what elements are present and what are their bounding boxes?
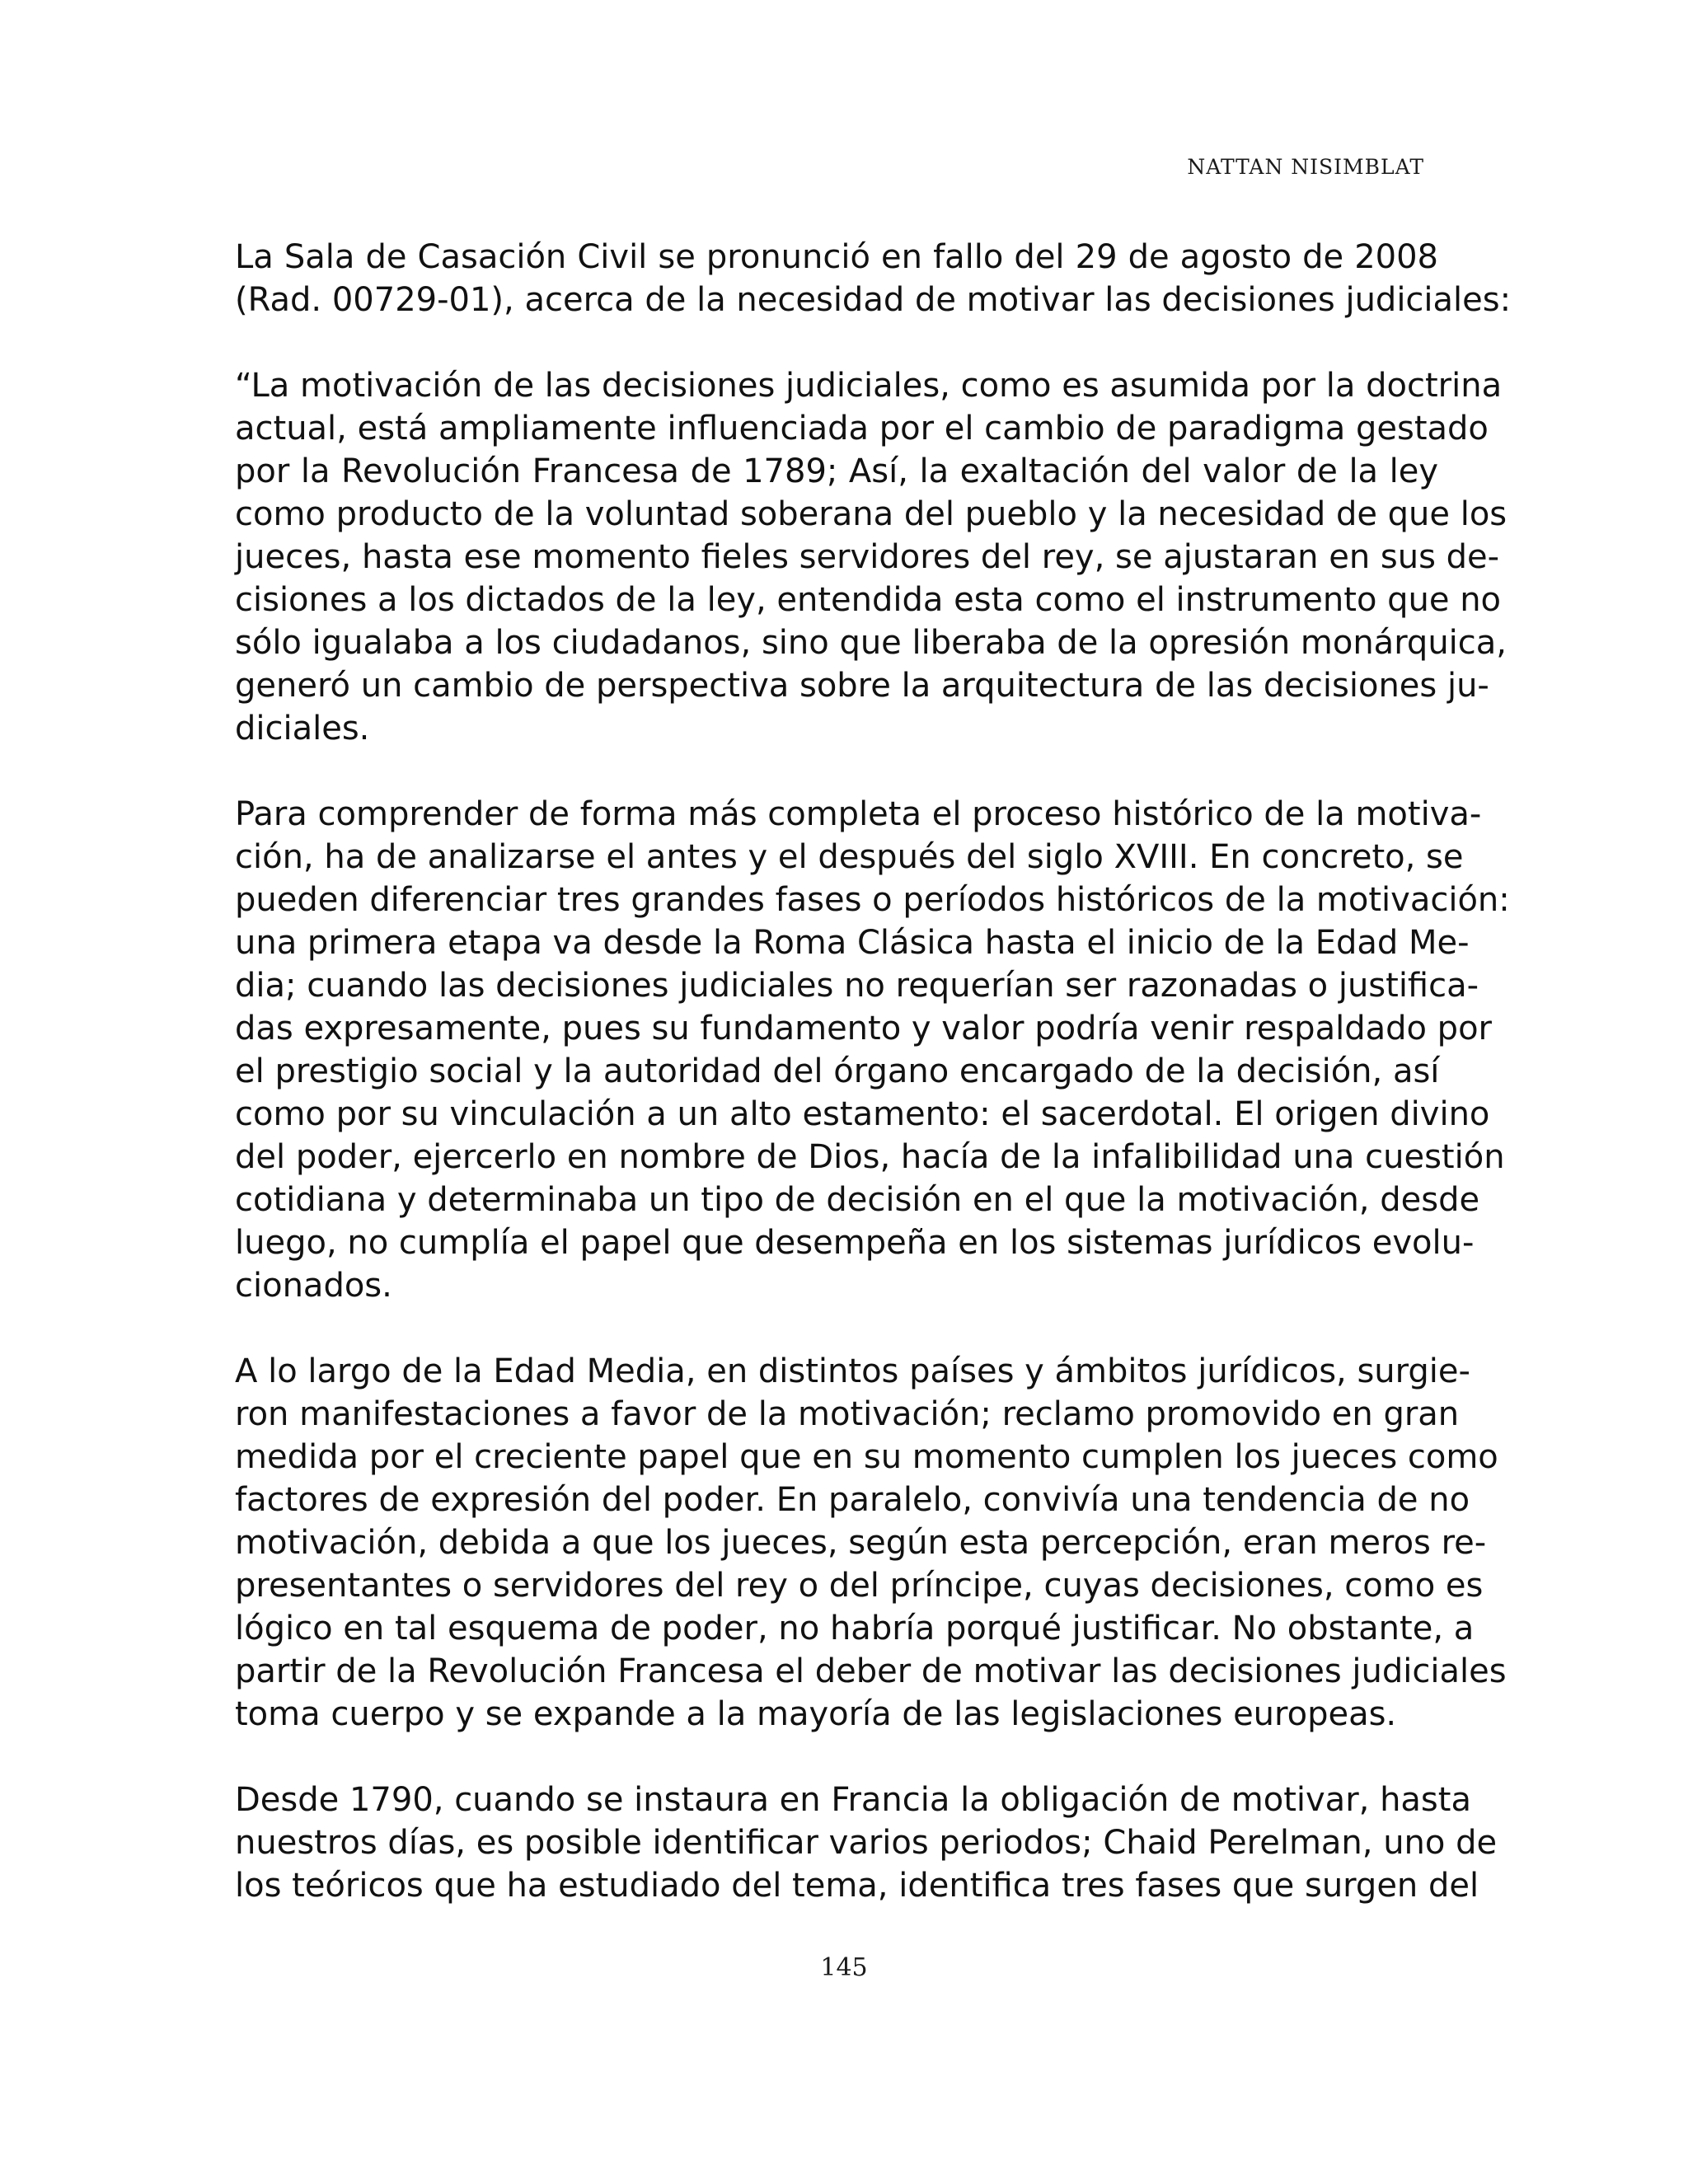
text-line: el prestigio social y la autoridad del órgano encargado de la decisión, así bbox=[235, 1052, 1440, 1090]
text-line: medida por el creciente papel que en su momento cumplen los jueces como bbox=[235, 1438, 1498, 1476]
text-line: cisiones a los dictados de la ley, entendida esta como el instrumento que no bbox=[235, 581, 1502, 619]
paragraph-quote bbox=[235, 364, 1507, 750]
text-line: presentantes o servidores del rey o del príncipe, cuyas decisiones, como es bbox=[235, 1567, 1484, 1605]
text-line: cionados. bbox=[235, 1267, 392, 1305]
text-line: diciales. bbox=[235, 710, 370, 748]
text-line: lógico en tal esquema de poder, no habría porqué justificar. No obstante, a bbox=[235, 1610, 1475, 1647]
text-line: por la Revolución Francesa de 1789; Así, la exaltación del valor de la ley bbox=[235, 452, 1438, 490]
text-line: La Sala de Casación Civil se pronunció en fallo del 29 de agosto de 2008 bbox=[235, 238, 1438, 276]
text-line: como producto de la voluntad soberana del pueblo y la necesidad de que los bbox=[235, 495, 1507, 533]
text-line: toma cuerpo y se expande a la mayoría de las legislaciones europeas. bbox=[235, 1695, 1397, 1733]
text-line: A lo largo de la Edad Media, en distintos países y ámbitos jurídicos, surgie- bbox=[235, 1352, 1470, 1390]
text-line: cotidiana y determinaba un tipo de decisión en el que la motivación, desde bbox=[235, 1181, 1480, 1219]
text-line: sólo igualaba a los ciudadanos, sino que liberaba de la opresión monárquica, bbox=[235, 624, 1507, 662]
text-line: partir de la Revolución Francesa el deber de motivar las decisiones judiciales bbox=[235, 1652, 1507, 1690]
text-line: ción, ha de analizarse el antes y el después del siglo XVIII. En concreto, se bbox=[235, 838, 1464, 876]
text-line: actual, está ampliamente influenciada por el cambio de paradigma gestado bbox=[235, 410, 1489, 448]
text-line: una primera etapa va desde la Roma Clásica hasta el inicio de la Edad Me- bbox=[235, 924, 1470, 962]
text-line: Desde 1790, cuando se instaura en Francia la obligación de motivar, hasta bbox=[235, 1781, 1471, 1819]
text-line: jueces, hasta ese momento fieles servidores del rey, se ajustaran en sus de- bbox=[235, 538, 1500, 576]
text-line: generó un cambio de perspectiva sobre la arquitectura de las decisiones ju- bbox=[235, 667, 1489, 705]
text-line: dia; cuando las decisiones judiciales no requerían ser razonadas o justifica- bbox=[235, 967, 1479, 1005]
text-line: Para comprender de forma más completa el proceso histórico de la motiva- bbox=[235, 795, 1482, 833]
running-header: NATTAN NISIMBLAT bbox=[1187, 155, 1424, 179]
text-line: los teóricos que ha estudiado del tema, identifica tres fases que surgen del bbox=[235, 1867, 1479, 1905]
text-line: ron manifestaciones a favor de la motivación; reclamo promovido en gran bbox=[235, 1395, 1460, 1433]
text-line: como por su vinculación a un alto estamento: el sacerdotal. El origen divino bbox=[235, 1095, 1490, 1133]
text-line: (Rad. 00729-01), acerca de la necesidad de motivar las decisiones judiciales: bbox=[235, 281, 1512, 319]
page-number: 145 bbox=[820, 1953, 868, 1982]
paragraph-middle-ages bbox=[235, 1350, 1507, 1736]
paragraph-since-1790 bbox=[235, 1779, 1498, 1907]
text-line: motivación, debida a que los jueces, según esta percepción, eran meros re- bbox=[235, 1524, 1487, 1562]
text-line: nuestros días, es posible identificar varios periodos; Chaid Perelman, uno de bbox=[235, 1824, 1498, 1862]
paragraph-history bbox=[235, 793, 1510, 1307]
text-line: luego, no cumplía el papel que desempeña en los sistemas jurídicos evolu- bbox=[235, 1224, 1475, 1262]
text-line: del poder, ejercerlo en nombre de Dios, hacía de la infalibilidad una cuestión bbox=[235, 1138, 1505, 1176]
body-text bbox=[235, 236, 1512, 1950]
text-line: factores de expresión del poder. En paralelo, convivía una tendencia de no bbox=[235, 1481, 1470, 1519]
paragraph-intro bbox=[235, 236, 1512, 321]
text-line: das expresamente, pues su fundamento y valor podría venir respaldado por bbox=[235, 1010, 1492, 1047]
text-line: “La motivación de las decisiones judiciales, como es asumida por la doctrina bbox=[235, 367, 1503, 405]
text-line: pueden diferenciar tres grandes fases o períodos históricos de la motivación: bbox=[235, 881, 1510, 919]
